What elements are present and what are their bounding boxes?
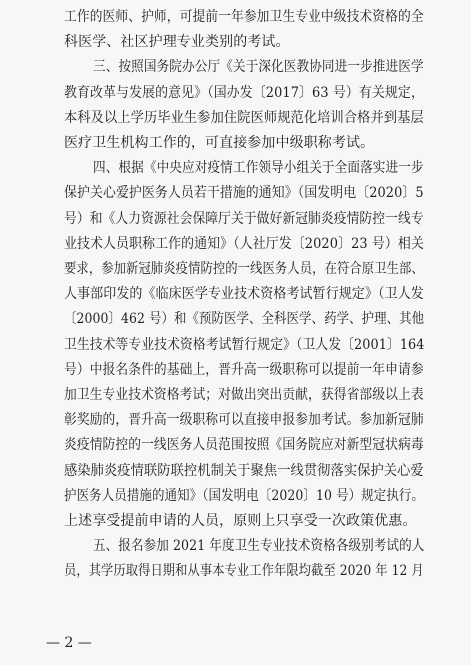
text-line: 彰奖励的，晋升高一级职称可以直接申报参加考试。参加新冠肺 [64, 412, 424, 429]
text-line: 五、报名参加 2021 年度卫生专业技术资格各级别考试的人 [93, 538, 425, 555]
text-line: 〔2000〕462 号）和《预防医学、全科医学、药学、护理、其他 [64, 311, 425, 328]
text-line: 加卫生专业技术资格考试；对做出突出贡献，获得省部级以上表 [64, 387, 424, 403]
text-line: 护医务人员措施的通知》（国发明电〔2020〕10 号）规定执行。 [64, 487, 425, 504]
text-line: 科医学、社区护理专业类别的考试。 [64, 34, 290, 51]
text-line: 教育改革与发展的意见》（国办发〔2017〕63 号）有关规定， [64, 84, 424, 101]
text-line: 号）和《人力资源社会保障厅关于做好新冠肺炎疫情防控一线专 [64, 210, 424, 227]
text-line: 人事部印发的《临床医学专业技术资格考试暂行规定》（卫人发 [64, 286, 424, 303]
text-line: 本科及以上学历毕业生参加住院医师规范化培训合格并到基层 [64, 109, 424, 126]
text-line: 上述享受提前申请的人员，原则上只享受一次政策优惠。 [64, 513, 417, 529]
text-line: 号）中报名条件的基础上，晋升高一级职称可以提前一年申请参 [64, 361, 424, 378]
text-line: 炎疫情防控的一线医务人员范围按照《国务院应对新型冠状病毒 [64, 437, 424, 454]
text-line: 卫生技术等专业技术资格考试暂行规定》（卫人发〔2001〕164 [64, 336, 425, 353]
text-line: 业技术人员职称工作的通知》（人社厅发〔2020〕23 号）相关 [64, 235, 424, 252]
text-line: 三、按照国务院办公厅《关于深化医教协同进一步推进医学 [93, 59, 424, 76]
text-line: 工作的医师、护师，可提前一年参加卫生专业中级技术资格的全 [64, 9, 424, 25]
text-line: 医疗卫生机构工作的，可直接参加中级职称考试。 [64, 135, 375, 151]
text-line: 四、根据《中央应对疫情工作领导小组关于全面落实进一步 [93, 160, 424, 177]
text-line: 要求，参加新冠肺炎疫情防控的一线医务人员，在符合原卫生部、 [64, 261, 424, 277]
text-line: 保护关心爱护医务人员若干措施的通知》（国发明电〔2020〕5 [64, 185, 424, 202]
text-line: 感染肺炎疫情联防联控机制关于聚焦一线贯彻落实保护关心爱 [64, 462, 424, 479]
text-line: 员，其学历取得日期和从事本专业工作年限均截至 2020 年 12 月 [64, 563, 424, 580]
page-number: — 2 — [46, 635, 92, 651]
